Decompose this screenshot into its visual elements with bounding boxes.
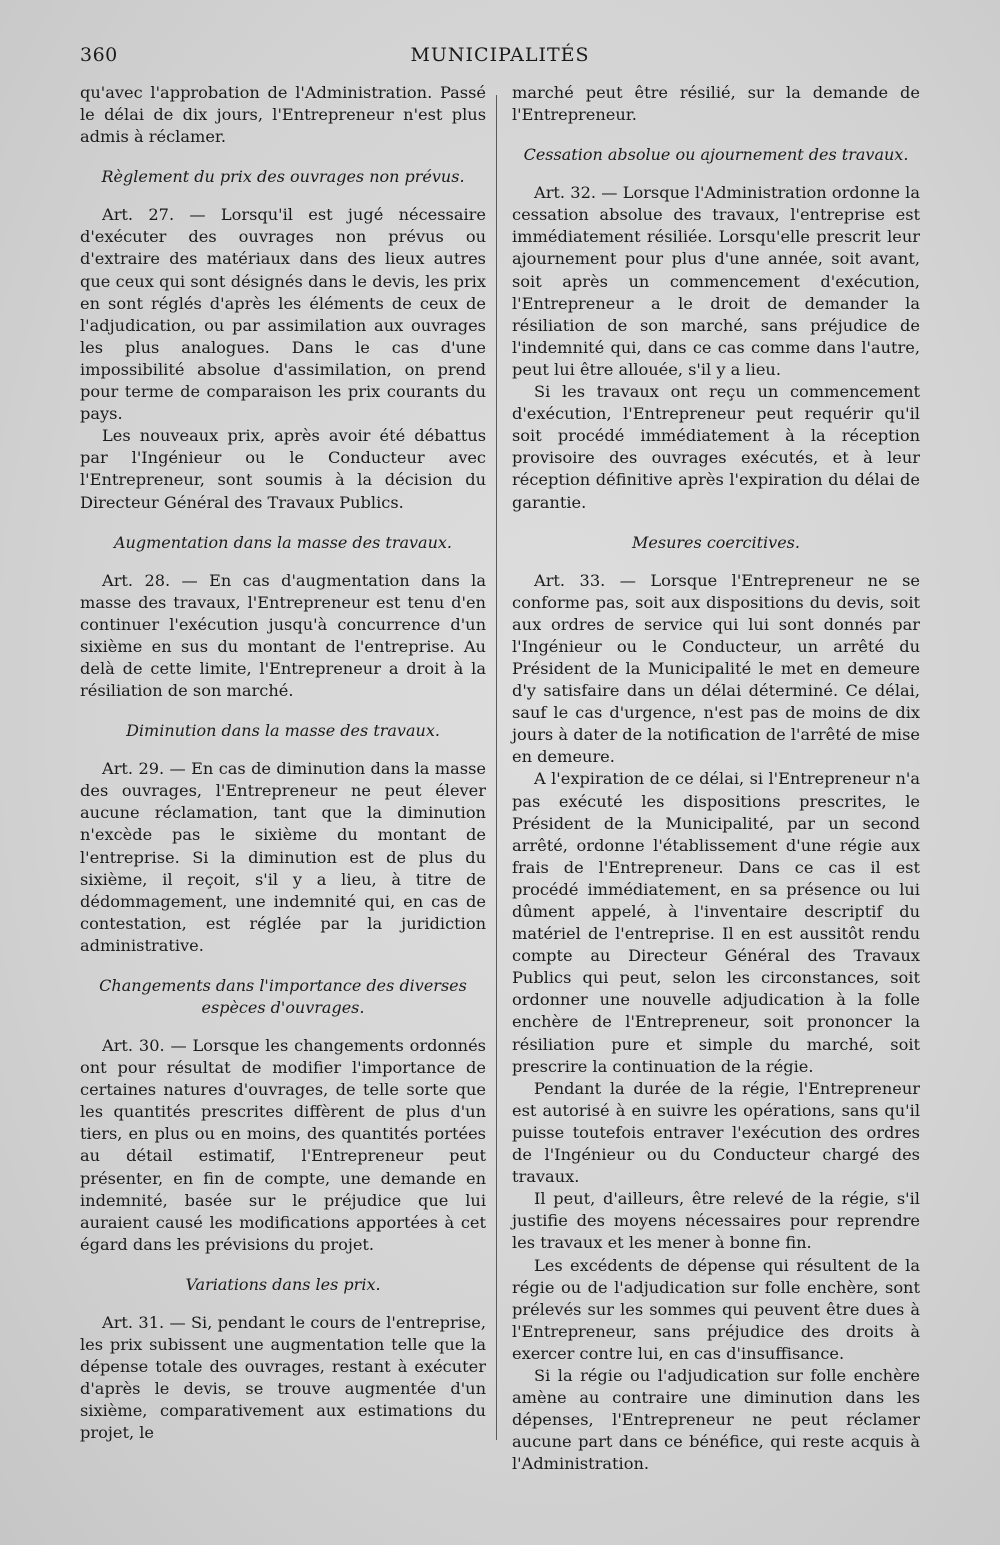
section-art-29 (80, 720, 486, 957)
section-art-30 (80, 975, 486, 1256)
paragraph: Art. 32. — Lorsque l'Administration ordonne la cessation absolue des travaux, l'entreprise est immédiatement résiliée. Lorsqu'elle prescrit leur ajournement pour plus d'une année, soit avant, soit après un commencement d'exécution, l'Entrepreneur a le droit de demander la résiliation de son marché, sans préjudice de l'indemnité qui, dans ce cas comme dans l'autre, peut lui être allouée, s'il y a lieu. (512, 183, 920, 379)
section-heading: Variations dans les prix. (185, 1274, 381, 1294)
paragraph: A l'expiration de ce délai, si l'Entrepreneur n'a pas exécuté les dispositions prescrites, le Président de la Municipalité, par un second arrêté, ordonne l'établissement d'une régie aux frais de l'Entrepreneur. Dans ce cas il est procédé immédiatement, en sa présence ou lui dûment appelé, à l'inventaire descriptif du matériel de l'entreprise. Il en est aussitôt rendu compte au Directeur Général des Travaux Publics qui peut, selon les circonstances, soit ordonner une nouvelle adjudication à la folle enchère de l'Entrepreneur, soit prononcer la résiliation pure et simple du marché, soit prescrire la continuation de la régie. (512, 769, 920, 1076)
section-art-33 (512, 532, 920, 1476)
paragraph: Les excédents de dépense qui résultent de la régie ou de l'adjudication sur folle enchère, sont prélevés sur les sommes qui peuvent être dues à l'Entrepreneur, sans préjudice des droits à exercer contre lui, en cas d'insuffisance. (512, 1255, 920, 1363)
paragraph: Art. 30. — Lorsque les changements ordonnés ont pour résultat de modifier l'importance de certaines natures d'ouvrages, de telle sorte que les quantités prescrites diffèrent de plus d'un tiers, en plus ou en moins, des quantités portées au détail estimatif, l'Entrepreneur peut présenter, en fin de compte, une demande en indemnité, basée sur le préjudice que lui auraient causé les modifications apportées à cet égard dans les prévisions du projet. (80, 1036, 486, 1254)
paragraph: Les nouveaux prix, après avoir été débattus par l'Ingénieur ou le Conducteur avec l'Entrepreneur, sont soumis à la décision du Directeur Général des Travaux Publics. (80, 426, 486, 512)
running-title: MUNICIPALITÉS (410, 44, 590, 66)
section-heading: Augmentation dans la masse des travaux. (113, 532, 452, 552)
continuation-paragraph: marché peut être résilié, sur la demande de l'Entrepreneur. (512, 83, 920, 125)
paragraph: Si les travaux ont reçu un commencement d'exécution, l'Entrepreneur peut requérir qu'il soit procédé immédiatement à la réception provisoire des ouvrages exécutés, et à leur réception définitive après l'expiration du délai de garantie. (512, 382, 920, 512)
page-header (80, 44, 920, 74)
section-art-31 (80, 1274, 486, 1445)
paragraph: Il peut, d'ailleurs, être relevé de la régie, s'il justifie des moyens nécessaires pour reprendre les travaux et les mener à bonne fin. (512, 1189, 920, 1253)
section-art-27 (80, 166, 486, 513)
section-heading: Cessation absolue ou ajournement des travaux. (523, 145, 909, 165)
paragraph: Art. 33. — Lorsque l'Entrepreneur ne se conforme pas, soit aux dispositions du devis, soit aux ordres de service qui lui sont donnés par l'Ingénieur ou le Conducteur, un arrêté du Président de la Municipalité le met en demeure d'y satisfaire dans un délai déterminé. Ce délai, sauf le cas d'urgence, n'est pas de moins de dix jours à dater de la notification de l'arrêté de mise en demeure. (512, 570, 920, 767)
continuation-paragraph: qu'avec l'approbation de l'Administration. Passé le délai de dix jours, l'Entrepreneur n'est plus admis à réclamer. (80, 83, 486, 147)
paragraph: Art. 28. — En cas d'augmentation dans la masse des travaux, l'Entrepreneur est tenu d'en continuer l'exécution jusqu'à concurrence d'un sixième en sus du montant de l'entreprise. Au delà de cette limite, l'Entrepreneur a droit à la résiliation de son marché. (80, 570, 486, 701)
paragraph: Art. 27. — Lorsqu'il est jugé nécessaire d'exécuter des ouvrages non prévus ou d'extraire des matériaux dans des lieux autres que ceux qui sont désignés dans le devis, les prix en sont réglés d'après les éléments de ceux de l'adjudication, ou par assimilation aux ouvrages les plus analogues. Dans le cas d'une impossibilité absolue d'assimilation, on prend pour terme de comparaison les prix courants du pays. (80, 205, 486, 424)
section-art-28 (80, 532, 486, 703)
page-number: 360 (80, 44, 118, 66)
column-divider (496, 95, 497, 1440)
paragraph: Pendant la durée de la régie, l'Entrepreneur est autorisé à en suivre les opérations, sans qu'il puisse toutefois entraver l'exécution des ordres de l'Ingénieur ou du Conducteur chargé des travaux. (512, 1078, 920, 1187)
right-column (512, 82, 920, 1475)
paragraph: Si la régie ou l'adjudication sur folle enchère amène au contraire une diminution dans les dépenses, l'Entrepreneur ne peut réclamer aucune part dans ce bénéfice, qui reste acquis à l'Administration. (512, 1365, 920, 1474)
section-heading: Changements dans l'importance des diverses espèces d'ouvrages. (99, 976, 467, 1017)
left-column (80, 82, 486, 1445)
section-art-32 (512, 144, 920, 513)
paragraph: Art. 29. — En cas de diminution dans la masse des ouvrages, l'Entrepreneur ne peut élever aucune réclamation, tant que la diminution n'excède pas le sixième du montant de l'entreprise. Si la diminution est de plus du sixième, il reçoit, s'il y a lieu, à titre de dédommagement, une indemnité qui, en cas de contestation, est réglée par la juridiction administrative. (80, 759, 486, 955)
section-heading: Diminution dans la masse des travaux. (126, 721, 440, 741)
section-heading: Mesures coercitives. (632, 532, 800, 552)
paragraph: Art. 31. — Si, pendant le cours de l'entreprise, les prix subissent une augmentation telle que la dépense totale des ouvrages, restant à exécuter d'après le devis, se trouve augmentée d'un sixième, comparativement aux estimations du projet, le (80, 1312, 486, 1443)
section-heading: Règlement du prix des ouvrages non prévus. (101, 167, 465, 187)
